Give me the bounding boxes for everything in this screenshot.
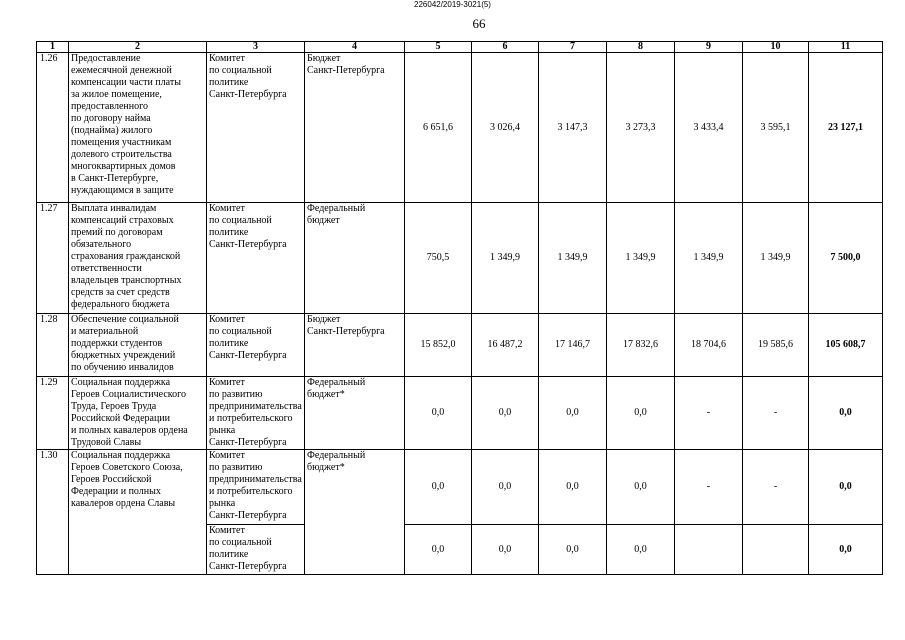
year-value: -	[743, 450, 809, 525]
year-value: 1 349,9	[743, 203, 809, 314]
funding-source: Федеральный бюджет*	[305, 377, 405, 450]
year-value: 0,0	[405, 450, 472, 525]
column-number: 5	[405, 42, 472, 53]
funding-source: Бюджет Санкт-Петербурга	[305, 314, 405, 377]
column-number-row	[37, 42, 883, 53]
row-id: 1.28	[37, 314, 69, 377]
year-value: 3 433,4	[675, 53, 743, 203]
year-value: 3 026,4	[472, 53, 539, 203]
column-number: 9	[675, 42, 743, 53]
year-value: 19 585,6	[743, 314, 809, 377]
year-value: 0,0	[539, 377, 607, 450]
funding-source: Бюджет Санкт-Петербурга	[305, 53, 405, 203]
year-value: 17 832,6	[607, 314, 675, 377]
year-value: 0,0	[539, 525, 607, 575]
executor: Комитет по социальной политике Санкт-Петербурга	[207, 203, 305, 314]
funding-source: Федеральный бюджет	[305, 203, 405, 314]
measure-name: Выплата инвалидам компенсаций страховых премий по договорам обязательного страхования гражданской ответственности владельцев транспортных средств за счет средств федерального бюджета	[69, 203, 207, 314]
year-value: 0,0	[607, 450, 675, 525]
total-value: 0,0	[809, 450, 883, 525]
year-value: -	[743, 377, 809, 450]
year-value: 15 852,0	[405, 314, 472, 377]
row-id: 1.26	[37, 53, 69, 203]
table-row	[37, 53, 883, 203]
year-value: 0,0	[405, 377, 472, 450]
budget-table	[36, 41, 883, 575]
year-value	[743, 525, 809, 575]
table-row	[37, 450, 883, 525]
year-value: 1 349,9	[607, 203, 675, 314]
column-number: 3	[207, 42, 305, 53]
year-value: 17 146,7	[539, 314, 607, 377]
year-value: 3 147,3	[539, 53, 607, 203]
year-value: -	[675, 377, 743, 450]
executor: Комитет по социальной политике Санкт-Петербурга	[207, 53, 305, 203]
row-id: 1.29	[37, 377, 69, 450]
executor: Комитет по развитию предпринимательства и потребительского рынка Санкт-Петербурга	[207, 377, 305, 450]
page-number: 66	[472, 16, 486, 31]
year-value: 0,0	[472, 525, 539, 575]
measure-name: Социальная поддержка Героев Социалистического Труда, Героев Труда Российской Федерации и полных кавалеров ордена Трудовой Славы	[69, 377, 207, 450]
total-value: 7 500,0	[809, 203, 883, 314]
year-value: 0,0	[607, 377, 675, 450]
year-value: 16 487,2	[472, 314, 539, 377]
table-row	[37, 377, 883, 450]
executor: Комитет по социальной политике Санкт-Петербурга	[207, 525, 305, 575]
year-value: -	[675, 450, 743, 525]
year-value: 6 651,6	[405, 53, 472, 203]
year-value: 0,0	[607, 525, 675, 575]
year-value: 0,0	[472, 450, 539, 525]
table-row	[37, 203, 883, 314]
total-value: 23 127,1	[809, 53, 883, 203]
column-number: 1	[37, 42, 69, 53]
year-value	[675, 525, 743, 575]
year-value: 1 349,9	[472, 203, 539, 314]
column-number: 8	[607, 42, 675, 53]
funding-source: Федеральный бюджет*	[305, 450, 405, 575]
column-number: 6	[472, 42, 539, 53]
year-value: 1 349,9	[675, 203, 743, 314]
measure-name: Предоставление ежемесячной денежной компенсации части платы за жилое помещение, предоставленного по договору найма (поднайма) жилого помещения участникам долевого строительства многоквартирных домов в Санкт-Петербурге, нуждающимся в защите	[69, 53, 207, 203]
total-value: 0,0	[809, 377, 883, 450]
measure-name: Обеспечение социальной и материальной поддержки студентов бюджетных учреждений по обучению инвалидов	[69, 314, 207, 377]
column-number: 10	[743, 42, 809, 53]
year-value: 0,0	[472, 377, 539, 450]
year-value: 3 595,1	[743, 53, 809, 203]
year-value: 0,0	[539, 450, 607, 525]
year-value: 18 704,6	[675, 314, 743, 377]
table-row	[37, 314, 883, 377]
executor: Комитет по развитию предпринимательства и потребительского рынка Санкт-Петербурга	[207, 450, 305, 525]
total-value: 105 608,7	[809, 314, 883, 377]
row-id: 1.30	[37, 450, 69, 575]
total-value: 0,0	[809, 525, 883, 575]
row-id: 1.27	[37, 203, 69, 314]
year-value: 0,0	[405, 525, 472, 575]
column-number: 2	[69, 42, 207, 53]
executor: Комитет по социальной политике Санкт-Петербурга	[207, 314, 305, 377]
column-number: 11	[809, 42, 883, 53]
year-value: 1 349,9	[539, 203, 607, 314]
column-number: 7	[539, 42, 607, 53]
column-number: 4	[305, 42, 405, 53]
measure-name: Социальная поддержка Героев Советского Союза, Героев Российской Федерации и полных кавалеров ордена Славы	[69, 450, 207, 575]
document-number: 226042/2019-3021(5)	[414, 0, 491, 9]
year-value: 3 273,3	[607, 53, 675, 203]
year-value: 750,5	[405, 203, 472, 314]
